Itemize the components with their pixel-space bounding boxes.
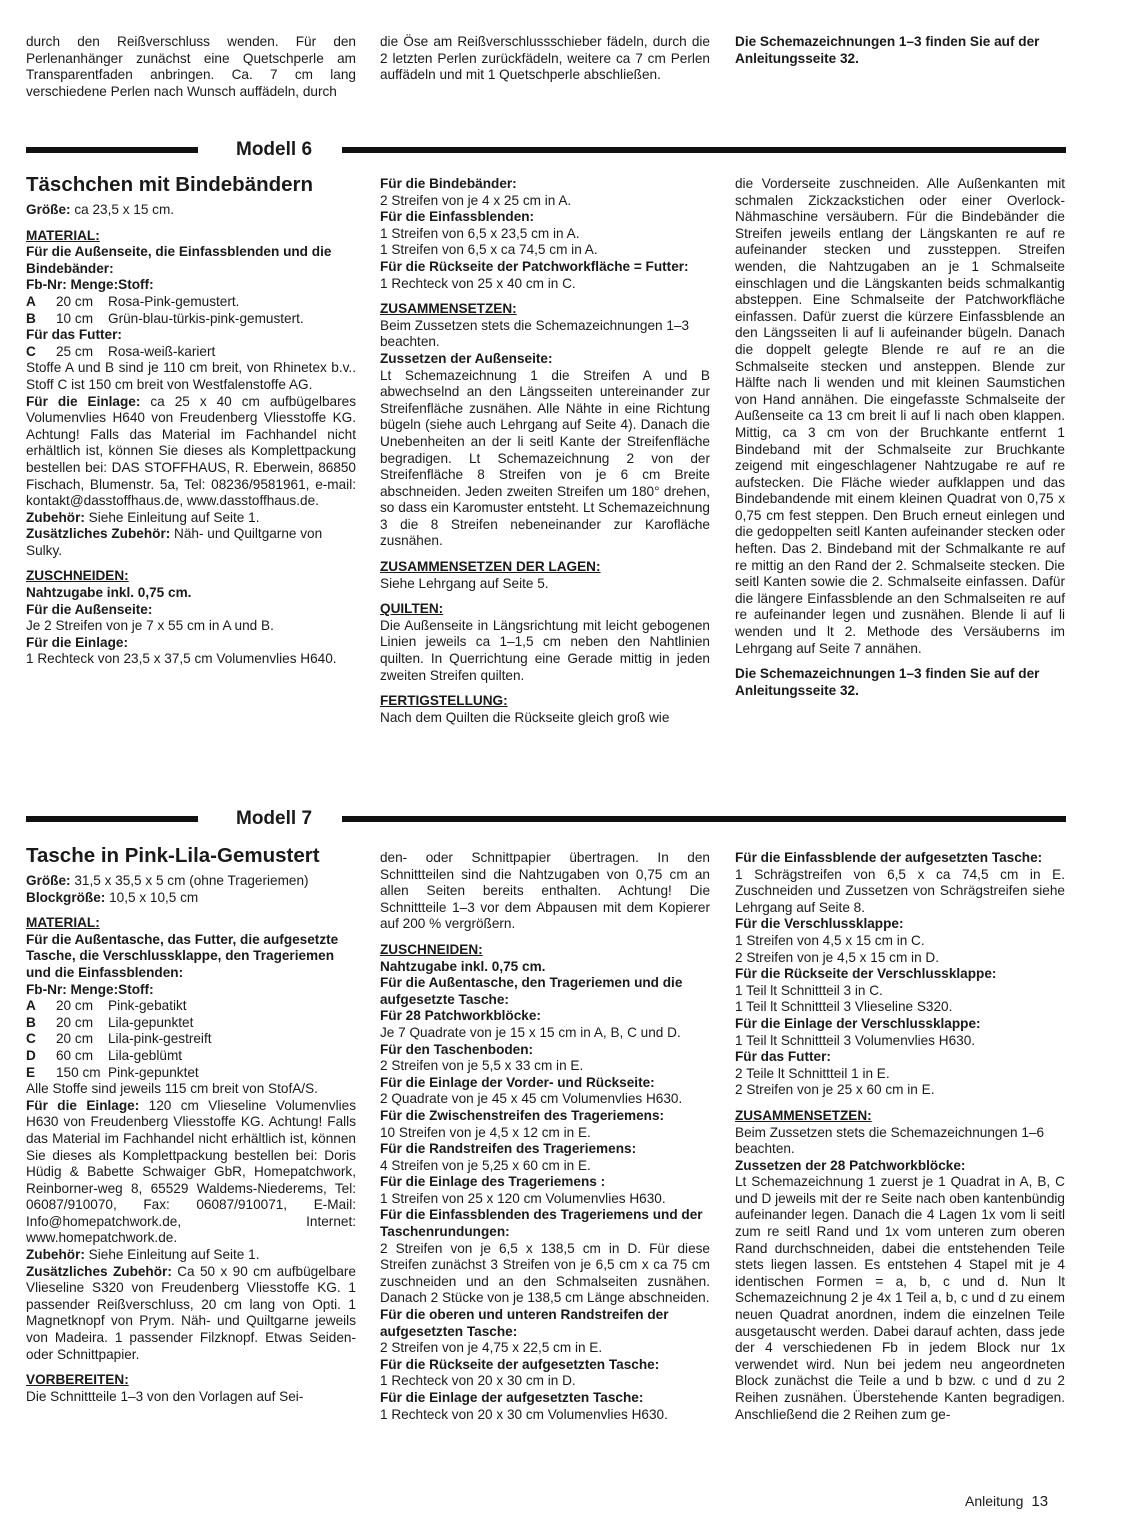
cut-label: Für die Verschlussklappe: — [735, 916, 904, 932]
nahtzugabe: Nahtzugabe inkl. 0,75 cm. — [26, 585, 192, 601]
zusammensetzen-text: Beim Zussetzen stets die Schemazeichnungen 1–3 beachten. — [380, 317, 690, 350]
cut-label: Für die Randstreifen des Trageriemens: — [380, 1141, 637, 1157]
cut-text: 1 Teil lt Schnittteil 3 in C. — [735, 982, 883, 998]
divider-bar — [26, 816, 198, 822]
cut-label: Für die Einlage des Trageriemens : — [380, 1174, 606, 1190]
fabric-key: C — [26, 1031, 36, 1047]
zusammensetzen-text: Beim Zussetzen stets die Schemazeichnungen 1–6 beachten. — [735, 1124, 1045, 1157]
quilten-heading: QUILTEN: — [380, 601, 444, 617]
cut-label: Für 28 Patchworkblöcke: — [380, 1008, 541, 1024]
zusammensetzen-heading: ZUSAMMENSETZEN: — [735, 1107, 872, 1123]
modell-7-col-2 — [380, 850, 710, 1423]
top-col-2 — [380, 34, 710, 84]
modell-7-col-3 — [735, 850, 1065, 1423]
vorbereiten-text-a: Die Schnittteile 1–3 von den Vorlagen auf Sei- — [26, 1388, 304, 1404]
zusammensetzen-heading: ZUSAMMENSETZEN: — [380, 301, 517, 317]
fabric-desc: Pink-gebatikt — [108, 998, 187, 1014]
size-label: Größe: — [26, 873, 71, 888]
fabric-amount: 60 cm — [56, 1047, 94, 1063]
fabric-row — [26, 1065, 356, 1082]
fabric-key: B — [26, 310, 36, 326]
vorbereiten-heading: VORBEREITEN: — [26, 1372, 129, 1388]
schema-note: Die Schemazeichnungen 1–3 finden Sie auf der Anleitungsseite 32. — [735, 666, 1040, 698]
einlage2-text: 1 Rechteck von 23,5 x 37,5 cm Volumenvlies H640. — [26, 651, 337, 667]
modell-7-header — [26, 808, 1066, 830]
quilten-text: Die Außenseite in Längsrichtung mit leicht gebogenen Linien jeweils ca 1–1,5 cm neben den Nahtlinien quilten. In Querrichtung eine Gerade mittig in jeden zweiten Streifen quilten. — [380, 617, 710, 683]
fertig-text-a: Nach dem Quilten die Rückseite gleich groß wie — [380, 709, 670, 725]
lagen-heading: ZUSAMMENSETZEN DER LAGEN: — [380, 559, 601, 575]
fb-header: Fb-Nr: Menge:Stoff: — [26, 981, 154, 997]
cut-text: 1 Rechteck von 20 x 30 cm in D. — [380, 1373, 576, 1389]
cut-label: Für den Taschenboden: — [380, 1041, 534, 1057]
bindebaender-text: 2 Streifen von je 4 x 25 cm in A. — [380, 192, 572, 208]
cut-text: 2 Teile lt Schnittteil 1 in E. — [735, 1065, 890, 1081]
fabric-amount: 25 cm — [56, 343, 94, 359]
fb-header: Fb-Nr: Menge:Stoff: — [26, 277, 154, 293]
fabric-row — [26, 344, 356, 361]
cut-text: 1 Streifen von 4,5 x 15 cm in C. — [735, 932, 925, 948]
divider-bar — [342, 816, 1066, 822]
cut-label: Für die Rückseite der aufgesetzten Tasche: — [380, 1356, 660, 1372]
top-schema-note: Die Schemazeichnungen 1–3 finden Sie auf der Anleitungsseite 32. — [735, 34, 1040, 66]
fabric-row — [26, 311, 356, 328]
cut-label: Für die Außentasche, den Trageriemen und die aufgesetzte Tasche: — [380, 975, 683, 1007]
stoffe-note: Stoffe A und B sind je 110 cm breit, von Rhinetex b.v.. Stoff C ist 150 cm breit von Westfalenstoffe AG. — [26, 360, 356, 392]
cut-text: 1 Streifen von 25 x 120 cm Volumenvlies H630. — [380, 1190, 666, 1206]
cut-text: 1 Rechteck von 20 x 30 cm Volumenvlies H630. — [380, 1406, 668, 1422]
einlage-label: Für die Einlage: — [26, 393, 141, 409]
material-heading: MATERIAL: — [26, 227, 100, 243]
fabric-key: B — [26, 1014, 36, 1030]
cut-label: Für die Einlage der Verschlussklappe: — [735, 1015, 981, 1031]
bloecke-text: Lt Schemazeichnung 1 zuerst je 1 Quadrat in A, B, C und D jeweils mit der re Seite nach oben kantenbündig aufeinander legen. Danach die 4 Lagen 1x vom li seitl zum re seitl Rand und 1x vom unteren zum oberen Rand durchschneiden, dabei die entstehenden Teile stets liegen lassen. Es entstehen 4 Stapel mit je 4 identischen Formen = a, b, c und d. Nun lt Schemazeichnung 2 je 4x 1 Teil a, b, c und d zu einem neuen Quadrat anordnen, indem die einzelnen Teile ausgetauscht werden. Dabei darauf achten, dass jede der 4 verschiedenen Fb in jedem Block nur 1x verwendet wird. Nun bei jedem neu angeordneten Block zunächst die Teile a und b bzw. c und d zu 2 Reihen zusnähen. Überstehende Kanten begradigen. Anschließend die 2 Reihen zum ge- — [735, 1174, 1065, 1422]
fabric-desc: Lila-geblümt — [108, 1047, 183, 1063]
einlage-text: 120 cm Vlieseline Volumenvlies H630 von Freudenberg Vliesstoffe KG. Achtung! Falls das Material im Fachhandel nicht erhältlich ist, können Sie dieses als Komplettpackung bestellen bei: Doris Hüdig & Babette Schwaiger GbR, Homepatchwork, Reinborner-weg 8, 65529 Waldems-Niederems, Tel: 06087/910070, Fax: 06087/910071, E-Mail: Info@homepatchwork.de, Internet: www.homepatchwork.de. — [26, 1097, 356, 1246]
divider-bar — [342, 147, 1066, 153]
fabric-desc: Lila-pink-gestreift — [108, 1031, 212, 1047]
fabric-amount: 20 cm — [56, 1031, 94, 1047]
fabric-key: A — [26, 293, 36, 309]
einlage2-label: Für die Einlage: — [26, 634, 128, 650]
fabric-desc: Lila-gepunktet — [108, 1014, 194, 1030]
modell-6-col-3 — [735, 176, 1065, 699]
cut-label: Für die Rückseite der Verschlussklappe: — [735, 966, 997, 982]
fabric-desc: Pink-gepunktet — [108, 1064, 199, 1080]
page-number: 13 — [1031, 1493, 1049, 1510]
cut-text: 1 Teil lt Schnittteil 3 Volumenvlies H630. — [735, 1032, 976, 1048]
cut-label: Für das Futter: — [735, 1049, 831, 1065]
cut-text: 2 Streifen von je 4,5 x 15 cm in D. — [735, 949, 940, 965]
cut-text: 10 Streifen von je 4,5 x 12 cm in E. — [380, 1124, 591, 1140]
modell-7-col-1 — [26, 843, 356, 1405]
cut-label: Für die oberen und unteren Randstreifen der aufgesetzten Tasche: — [380, 1307, 669, 1339]
divider-bar — [26, 147, 198, 153]
page-footer — [965, 1493, 1048, 1510]
modell-6-col-1 — [26, 172, 356, 668]
zus-zubehoer-label: Zusätzliches Zubehör: — [26, 1263, 172, 1279]
fertig-text-b: die Vorderseite zuschneiden. Alle Außenkanten mit schmalen Zickzackstichen oder einer Overlock-Nähmaschine versäubern. Für die Bindebänder die Streifen jeweils entlang der Längskanten re auf re aufeinander stecken und zussteppen. Streifen wenden, die Nahtzugaben an je 1 Schmalseite einschlagen und die Längskanten beids schmalkantig absteppen. Eine Schmalseite der Patchworkfläche einfassen. Dafür zuerst die kürzere Einfassblende an den Längsseiten li auf li aufeinander bügeln. Danach die doppelt gelegte Blende re auf re an die Schmalseite stecken und ansteppen. Blende zur Hälfte nach li wenden und mit kleinen Saumstichen von Hand annähen. Die eingefasste Schmalseite der Außenseite ca 13 cm breit li auf li nach oben klappen. Mittig, ca 3 cm von der Bruchkante entfernt 1 Bindeband mit der Schmalseite zur Bruchkante zeigend mit eingeschlagener Nahtzugabe re auf re aufstecken. Die Fläche wieder aufklappen und das Bindebandende mit einem kleinen Quadrat von 0,75 x 0,75 cm fest steppen. Den Bruch erneut einlegen und die gedoppelten seitl Kanten aufeinander stecken oder heften. Das 2. Bindeband mit der Schmalkante re auf re mittig an den Rand der 2. Schmalseite stecken. Die seitl Kanten sowie die 2. Schmalseite einfassen. Dafür die längere Einfassblende an den Schmalseiten re auf re aufeinander legen und zusnähen. Blende li auf li wenden und lt 2. Methode des Versäuberns im Lehrgang auf Seite 7 annähen. — [735, 176, 1065, 656]
top-col-3 — [735, 34, 1065, 67]
cut-text: 1 Schrägstreifen von 6,5 x ca 74,5 cm in E. Zuschneiden und Zussetzen von Schrägstreifen siehe Lehrgang auf Seite 8. — [735, 866, 1065, 915]
fabric-amount: 20 cm — [56, 293, 94, 309]
fabric-row — [26, 1015, 356, 1032]
bindebaender-label: Für die Bindebänder: — [380, 176, 517, 191]
fabric-key: C — [26, 343, 36, 359]
fabric-row — [26, 1031, 356, 1048]
modell-7-title: Tasche in Pink-Lila-Gemustert — [26, 844, 320, 867]
cut-text: 1 Teil lt Schnittteil 3 Vlieseline S320. — [735, 999, 953, 1015]
cut-text: 2 Streifen von je 25 x 60 cm in E. — [735, 1082, 935, 1098]
material-for: Für die Außentasche, das Futter, die aufgesetzte Tasche, die Verschlussklappe, den Trageriemen und die Einfassblenden: — [26, 931, 339, 980]
cut-text: 2 Streifen von je 6,5 x 138,5 cm in D. Für diese Streifen zunächst 3 Streifen von je 6,5 cm x ca 75 cm zuschneiden und an den Schmalseiten zusnähen. Danach 2 Stücke von je 138,5 cm Länge abschneiden. — [380, 1240, 710, 1306]
zus-zubehoer-text: Näh- und Quiltgarne von Sulky. — [26, 526, 323, 558]
modell-7-label: Modell 7 — [236, 808, 313, 829]
fabric-amount: 20 cm — [56, 1014, 94, 1030]
fabric-desc: Rosa-weiß-kariert — [108, 343, 216, 359]
top-col-1 — [26, 34, 356, 100]
size-value: ca 23,5 x 15 cm. — [70, 202, 175, 217]
zus-zubehoer-text: Ca 50 x 90 cm aufbügelbare Vlieseline S320 von Freudenberg Vliesstoffe KG. 1 passender Reißverschluss, 20 cm lang von Opti. 1 Magnetknopf von Prym. Näh- und Quiltgarne jeweils von Madeira. 1 passender Filzknopf. Etwas Seiden- oder Schnittpapier. — [26, 1263, 356, 1362]
fabric-amount: 20 cm — [56, 998, 94, 1014]
zuschneiden-heading: ZUSCHNEIDEN: — [26, 568, 129, 584]
cut-label: Für die Zwischenstreifen des Trageriemens: — [380, 1107, 665, 1123]
einfassblenden-2: 1 Streifen von 6,5 x ca 74,5 cm in A. — [380, 242, 598, 258]
size-value: 31,5 x 35,5 x 5 cm (ohne Trageriemen) — [70, 873, 309, 888]
cut-text: 2 Streifen von je 4,75 x 22,5 cm in E. — [380, 1340, 603, 1356]
size-label: Größe: — [26, 202, 71, 217]
einfassblenden-1: 1 Streifen von 6,5 x 23,5 cm in A. — [380, 225, 580, 241]
fabric-amount: 150 cm — [56, 1064, 101, 1080]
vorbereiten-text-b: den- oder Schnittpapier übertragen. In den Schnittteilen sind die Nahtzugaben von 0,75 cm an allen Seiten bereits enthalten. Achtung! Die Schnittteile 1–3 vor dem Abpausen mit dem Kopierer auf 200 % vergrößern. — [380, 850, 710, 932]
modell-6-col-2 — [380, 176, 710, 726]
fabric-key: A — [26, 998, 36, 1014]
footer-label: Anleitung — [965, 1493, 1024, 1509]
modell-6-label: Modell 6 — [236, 139, 313, 160]
modell-6-header — [26, 139, 1066, 161]
zus-aussen-label: Zussetzen der Außenseite: — [380, 350, 553, 366]
fabric-amount: 10 cm — [56, 310, 94, 326]
cut-label: Für die Einfassblenden des Trageriemens und der Taschenrundungen: — [380, 1207, 703, 1240]
fabric-desc: Rosa-Pink-gemustert. — [108, 293, 240, 309]
fabric-list — [26, 998, 356, 1081]
cut-label: Für die Einlage der aufgesetzten Tasche: — [380, 1390, 644, 1405]
aussenseite-label: Für die Außenseite: — [26, 601, 153, 617]
fabric-row — [26, 998, 356, 1015]
cut-list — [380, 975, 710, 1423]
stoffe-note: Alle Stoffe sind jeweils 115 cm breit von StofA/S. — [26, 1081, 318, 1097]
zubehoer-text: Siehe Einleitung auf Seite 1. — [84, 509, 260, 525]
material-for: Für die Außenseite, die Einfassblenden und die Bindebänder: — [26, 244, 332, 276]
cut-list-col3 — [735, 850, 1065, 1099]
fabric-key: D — [26, 1047, 36, 1063]
material-heading: MATERIAL: — [26, 915, 100, 931]
fabric-key: E — [26, 1064, 36, 1080]
bloecke-label: Zussetzen der 28 Patchworkblöcke: — [735, 1157, 966, 1173]
zus-aussen-text: Lt Schemazeichnung 1 die Streifen A und B abwechselnd an den Längsseiten untereinander zur Streifenfläche zusnähen. Alle Nähte in eine Richtung bügeln (siehe auch Lehrgang auf Seite 4). Danach die Unebenheiten an der li seitl Kante der Streifenfläche begradigen. Lt Schemazeichnung 2 von der Streifenfläche 8 Streifen von je 6 cm Breite abschneiden. Jeden zweiten Streifen um 180° drehen, so dass ein Karomuster entsteht. Lt Schemazeichnung 3 die 8 Streifen nebeneinander zur Karofläche zusnähen. — [380, 367, 710, 549]
fabric-row — [26, 294, 356, 311]
fertig-heading: FERTIGSTELLUNG: — [380, 693, 508, 709]
zubehoer-label: Zubehör: — [26, 1247, 85, 1263]
modell-6-title: Täschchen mit Bindebändern — [26, 173, 314, 196]
cut-text: 2 Quadrate von je 45 x 45 cm Volumenvlies H630. — [380, 1091, 683, 1107]
zubehoer-label: Zubehör: — [26, 509, 85, 525]
futter-label: Für das Futter: — [26, 327, 122, 343]
cut-text: Je 7 Quadrate von je 15 x 15 cm in A, B, C und D. — [380, 1024, 681, 1040]
block-label: Blockgröße: — [26, 889, 106, 905]
zus-zubehoer-label: Zusätzliches Zubehör: — [26, 526, 171, 542]
einfassblenden-label: Für die Einfassblenden: — [380, 209, 535, 225]
cut-label: Für die Einlage der Vorder- und Rückseite: — [380, 1074, 655, 1090]
fabric-desc: Grün-blau-türkis-pink-gemustert. — [108, 310, 304, 326]
rueckseite-label: Für die Rückseite der Patchworkfläche = Futter: — [380, 258, 689, 274]
lagen-text: Siehe Lehrgang auf Seite 5. — [380, 575, 549, 591]
top-text-1: durch den Reißverschluss wenden. Für den Perlenanhänger zunächst eine Quetschperle am Transparentfaden anbringen. Ca. 7 cm lang verschiedene Perlen nach Wunsch auffädeln, durch — [26, 34, 356, 99]
zuschneiden-heading: ZUSCHNEIDEN: — [380, 941, 483, 957]
top-text-2: die Öse am Reißverschlussschieber fädeln, durch die 2 letzten Perlen zurückfädeln, weitere ca 7 cm Perlen auffädeln und mit 1 Quetschperle abschließen. — [380, 34, 710, 83]
einlage-text: ca 25 x 40 cm aufbügelbares Volumenvlies H640 von Freudenberg Vliesstoffe KG. Achtung! Falls das Material im Fachhandel nicht erhältlich ist, können Sie dieses als Komplettpackung bestellen bei: DAS STOFFHAUS, R. Eberwein, 86850 Fischach, Blumenstr. 5a, Tel: 08236/9581961, e-mail: kontakt@dasstoffhaus.de, www.dasstoffhaus.de. — [26, 393, 356, 509]
rueckseite-text: 1 Rechteck von 25 x 40 cm in C. — [380, 275, 576, 291]
cut-label: Für die Einfassblende der aufgesetzten Tasche: — [735, 850, 1043, 865]
block-value: 10,5 x 10,5 cm — [105, 889, 199, 905]
cut-text: 2 Streifen von je 5,5 x 33 cm in E. — [380, 1058, 584, 1074]
einlage-label: Für die Einlage: — [26, 1097, 140, 1113]
zubehoer-text: Siehe Einleitung auf Seite 1. — [84, 1247, 260, 1263]
cut-text: 4 Streifen von je 5,25 x 60 cm in E. — [380, 1157, 591, 1173]
nahtzugabe: Nahtzugabe inkl. 0,75 cm. — [380, 958, 546, 974]
fabric-row — [26, 1048, 356, 1065]
aussenseite-text: Je 2 Streifen von je 7 x 55 cm in A und B. — [26, 618, 274, 634]
